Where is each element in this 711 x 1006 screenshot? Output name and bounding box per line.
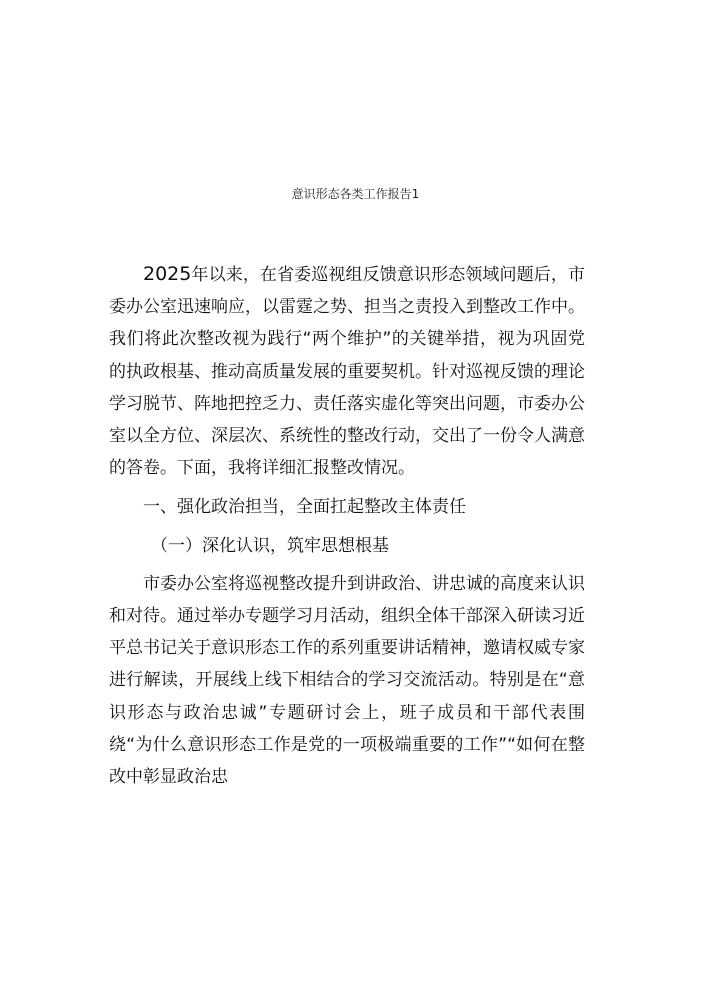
paragraph-section-1-1: 市委办公室将巡视整改提升到讲政治、讲忠诚的高度来认识和对待。通过举办专题学习月活动，组织全体干部深入研读习近平总书记关于意识形态工作的系列重要讲话精神，邀请权威专家进行解读，开展线上线下相结合的学习交流活动。特别是在“意识形态与政治忠诚”专题研讨会上，班子成员和干部代表围绕“为什么意识形态工作是党的一项极端重要的工作”“如何在整改中彰显政治忠 <box>109 573 585 788</box>
intro-text: 年以来，在省委巡视组反馈意识形态领域问题后，市委办公室迅速响应，以雷霆之势、担当之责投入到整改工作中。我们将此次整改视为践行“两个维护”的关键举措，视为巩固党的执政根基、推动高质量发展的重要契机。针对巡视反馈的理论学习脱节、阵地把控乏力、责任落实虚化等突出问题，市委办公室以全方位、深层次、系统性的整改行动，交出了一份令人满意的答卷。下面，我将详细汇报整改情况。 <box>109 265 585 479</box>
subsection-heading-1-1: （一）深化认识，筑牢思想根基 <box>151 535 389 556</box>
section-heading-1: 一、强化政治担当，全面扛起整改主体责任 <box>143 497 466 518</box>
document-title: 意识形态各类工作报告1 <box>291 187 420 201</box>
paragraph-intro <box>109 258 585 484</box>
intro-year: 2025 <box>143 263 192 285</box>
document-body <box>109 258 585 793</box>
